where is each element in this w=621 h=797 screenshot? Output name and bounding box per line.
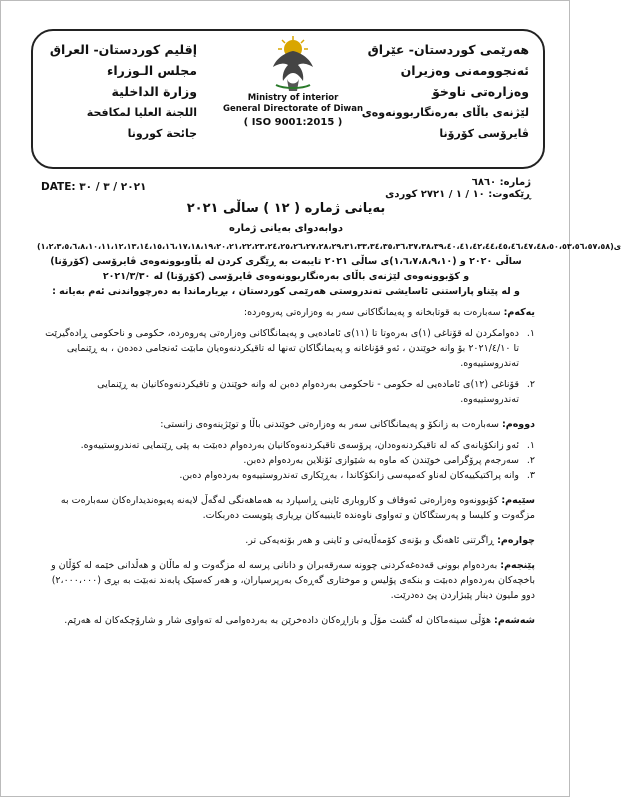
intro-line: و لە پێناو پاراستنی ئاسایشی تەندروستی هەرێمی کوردستان ، بڕیارماندا بە دەرچوواندنی ئەم بەیانە : [52,286,520,297]
letterhead-line: اللجنة العليا لمكافحة [86,106,197,119]
document-ref-date: ڕێکەوت: ١٠ / ١ / ٢٧٢١ کوردی [385,189,531,200]
date-label: DATE: [41,181,76,193]
letterhead-arabic [47,39,197,144]
intro-line: ساڵی ٢٠٢٠ و (١،٦،٧،٨،٩،١٠)ی ساڵی ٢٠٢١ تایبەت بە ڕێگری کردن لە بڵاوبوونەوەی ڤایرۆسی (کۆرۆنا) [50,256,522,267]
section-fourth [37,533,535,548]
item-number: ١. [526,440,535,451]
item-text: سەرجەم پرۆگرامی خوێندن کە ماوە بە شێوازی ئۆنلاین بەردەوام دەبن. [243,455,519,466]
section-first [37,305,535,320]
list-item [37,326,535,371]
section-text: سەبارەت بە زانکۆ و پەیمانگاکانی سەر بە وەزارەتی خوێندنی باڵا و توێژینەوەی زانستی: [160,419,502,430]
document-number: ژمارە: ٦٨٦٠ [471,177,531,188]
list-item [37,438,535,453]
section-label: یەکەم: [503,307,535,318]
letterhead-kurdish [339,39,529,144]
item-text: دەوامکردن لە قۆناغی (١)ی بەرەوتا تا (١١)ی ئامادەیی و پەیمانگاکانی وەزارەتی پەروەردە، حکومی و ناحکومی ڕادەگیرێت تا ٢٠٢١/٤/١٠ بۆ وانە خوێندن ، ئەو قۆناغانە و پەیمانگاکان تەنها لە تاقیکردنەوەیان مابێت ئەنجامی دەدەن ، بە ڕێنمایی تەندروستییەوە. [45,328,519,369]
letterhead-line: وزارة الداخلية [111,84,197,99]
date-value: ٢٠٢١ / ٣ / ٣٠ [79,181,147,193]
section-text: ڕاگرتنی ئاهەنگ و بۆنەی کۆمەڵایەتی و ئاینی و هەر بۆنەیەکی تر. [245,535,498,546]
letterhead-line: هەرێمی کوردستان- عێراق [367,42,529,57]
letterhead-line: لێژنەی باڵای بەرەنگاربوونەوەی [361,106,529,119]
document-date [41,181,146,193]
kurdistan-emblem-icon [270,35,316,93]
letterhead-line: جائحة كورونا [127,127,197,140]
item-text: ئەو زانکۆیانەی کە لە تاقیکردنەوەدان، پرۆسەی تاقیکردنەوەکانیان بەردەوام دەبێت بە پێی ڕێنمایی تەندروستییەوە. [80,440,519,451]
list-item [37,453,535,468]
section-sixth [37,613,535,628]
list-item [37,468,535,483]
section-label: دووەم: [501,419,535,430]
item-text: قۆناغی (١٢)ی ئامادەیی لە حکومی - ناحکومی بەردەوام دەبن لە وانە خوێندن و تاقیکردنەوەکانیان بە ڕێنمایی تەندروستییەوە. [97,379,519,405]
intro-line: (١،٢،٣،٥،٦،٨،١٠،١١،١٢،١٣،١٤،١٥،١٦،١٧،١٨،١٩،٢٠،٢١،٢٢،٢٣،٢٤،٢٥،٢٦،٢٧،٢٨،٢٩،٣١،٣٣،٣٤،٣٥،٣٦،٣٧،٣٨،٣٩،٤٠،٤١،٤٢،٤٤،٤٥،٤٦،٤٧،٤٨،٥٠،٥٣،٥٦،٥٧،٥٨)ی [37,242,621,251]
item-number: ١. [526,328,535,339]
section-text: بەردەوام بوونی قەدەغەکردنی چوونە سەرقەبران و دانانی پرسە لە مزگەوت و لە ماڵان و هەڵدانی خێمە لە کۆڵان و باخچەکان بەردەوام دەبێت و بنکەی پۆلیس و موختاری گەڕەک بەرپرسیاران، و هەر کەسێک پابەند نەبێت بە بڕی (٢،٠٠٠،٠٠٠) دوو ملیون دینار پێبژاردن پێ دەدرێت. [51,560,535,601]
letterhead-line: إقليم كوردستان- العراق [49,42,197,57]
intro-line: و کۆبوونەوەی لێژنەی باڵای بەرەنگاربوونەوەی ڤایرۆسی (کۆرۆنا) لە ٢٠٢١/٣/٣٠ [102,271,470,282]
letterhead [31,29,545,169]
ministry-label: Ministry of interior [247,93,339,103]
letterhead-line: وەزارەتی ناوخۆ [432,84,529,99]
section-label: سێیەم: [501,495,535,506]
document-meta [41,177,531,199]
section-second [37,417,535,432]
item-number: ٣. [526,470,535,481]
section-fifth [37,558,535,603]
item-text: وانە پراکتیکییەکان لەناو کەمپەسی زانکۆکاندا ، بەڕێکاری تەندروستییەوە بەردەوام دەبن. [179,470,519,481]
letterhead-center [223,35,363,128]
statement-subtitle: دوابەدوای بەیانی ژمارە [228,223,344,234]
section-text: کۆبوونەوە وەزارەتی ئەوقاف و کاروباری ئاینی ڕاسپارد بە هەماهەنگی لەگەڵ لایەنە پەیوەندیدارەکان سەبارەت بە مزگەوت و کلیسا و پەرستگاکان و تەواوی ناوەندە ئاینییەکان بڕیاری پێویست دەربکات. [60,495,535,521]
iso-label: ( ISO 9001:2015 ) [243,117,343,128]
letterhead-line: ئەنجوومەنی وەزیران [400,63,529,78]
document-body [37,239,621,628]
section-third [37,493,535,523]
letterhead-line: مجلس الـوزراء [106,63,197,78]
letterhead-line: ڤایرۆسی کۆرۆنا [439,127,529,140]
section-label: پێنجەم: [500,560,535,571]
section-label: شەشەم: [494,615,535,626]
item-number: ٢. [526,455,535,466]
item-number: ٢. [526,379,535,390]
section-label: چوارەم: [497,535,535,546]
section-text: هۆڵی سینەماکان لە گشت مۆڵ و بازاڕەکان دادەخرێن بە بەردەوامی لە تەواوی شار و شارۆچکەکان لە هەرێم. [64,615,495,626]
directorate-label: General Directorate of Diwan [223,104,364,114]
section-text: سەبارەت بە قوتابخانە و پەیمانگاکانی سەر بە وەزارەتی پەروەردە: [243,307,504,318]
list-item [37,377,535,407]
statement-title: بەیانی ژمارە ( ١٢ ) ساڵی ٢٠٢١ [186,201,386,216]
